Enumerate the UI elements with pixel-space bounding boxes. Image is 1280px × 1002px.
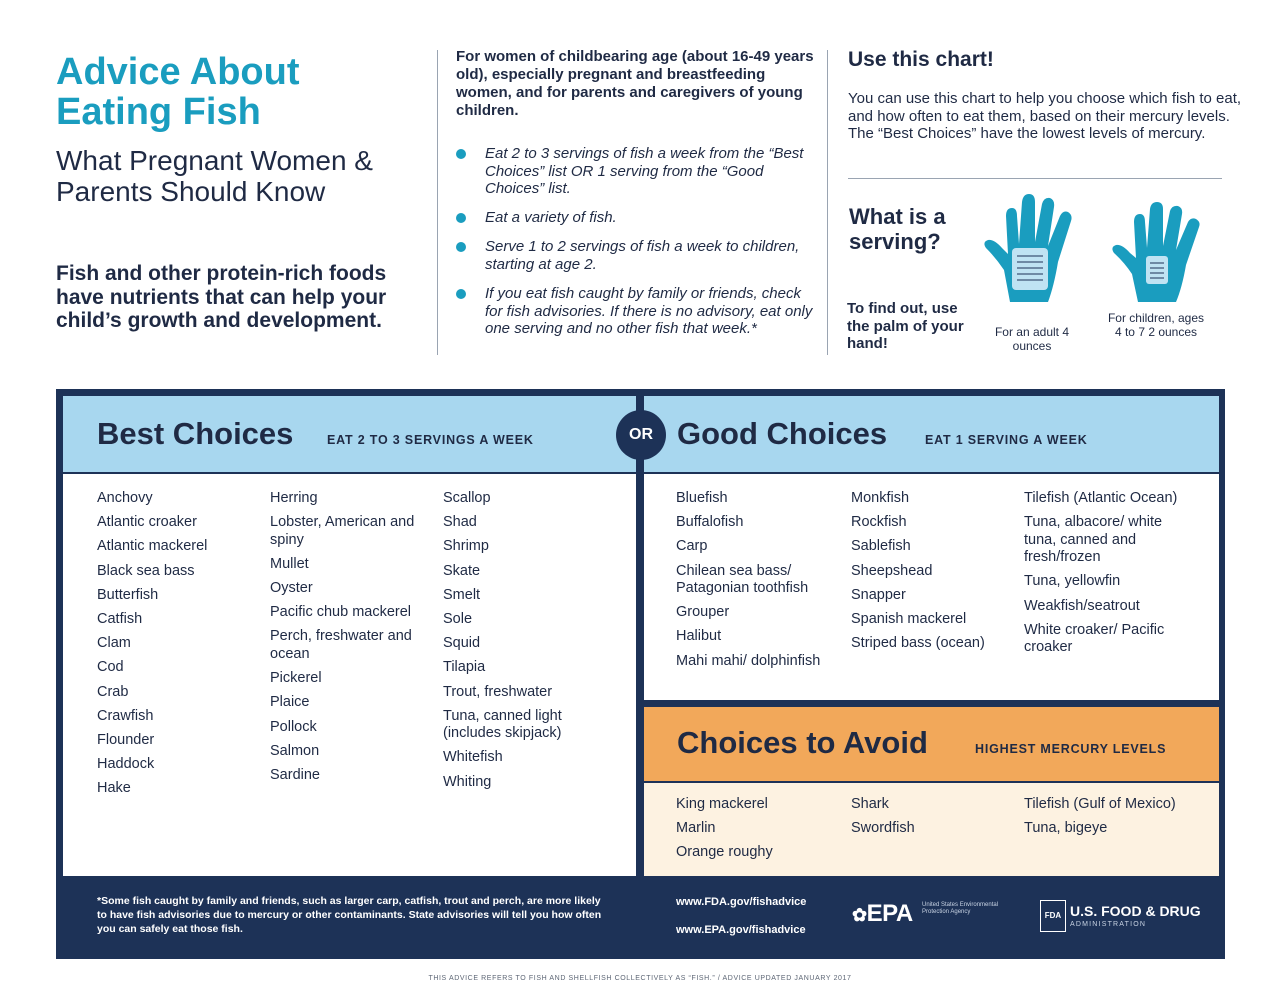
fish-item: Grouper [676, 604, 730, 621]
or-badge: OR [616, 410, 666, 460]
best-choices-subtitle: EAT 2 TO 3 SERVINGS A WEEK [327, 433, 534, 447]
fish-item: Swordfish [851, 820, 915, 837]
fish-item: Herring [270, 490, 318, 506]
fda-link[interactable]: www.FDA.gov/fishadvice [676, 896, 807, 908]
audience-text: For women of childbearing age (about 16-49 years old), especially pregnant and breastfeeding women, and for parents and caregivers of young children. [456, 48, 814, 119]
fish-item: Hake [97, 780, 131, 797]
fish-item: Tilapia [443, 659, 486, 676]
advice-bullet-text: If you eat fish caught by family or friends, check for fish advisories. If there is no advisory, eat only one serving and no other fish that week.* [485, 285, 813, 337]
avoid-title: Choices to Avoid [677, 725, 928, 760]
fish-item: Spanish mackerel [851, 610, 967, 627]
epa-agency-text: United States Environmental Protection Agency [922, 902, 999, 915]
fish-item: Sole [443, 610, 473, 627]
fish-item: Tuna, albacore/ white tuna, canned and fresh/frozen [1024, 514, 1163, 566]
fish-item: Striped bass (ocean) [851, 635, 985, 652]
advice-bullet-text: Serve 1 to 2 servings of fish a week to children, starting at age 2. [485, 238, 800, 273]
fish-item: Anchovy [97, 490, 153, 506]
fish-item: Shrimp [443, 538, 489, 555]
use-chart-body: You can use this chart to help you choose which fish to eat, and how often to eat them, based on their mercury levels. The “Best Choices” have the lowest levels of mercury. [848, 90, 1242, 142]
avoid-column-3 [1024, 796, 1184, 844]
fish-item: Salmon [270, 742, 320, 759]
avoid-list [644, 783, 1219, 876]
bullet-dot-icon [456, 149, 466, 159]
bullet-dot-icon [456, 242, 466, 252]
fish-item: Skate [443, 562, 481, 579]
fish-item: Tuna, canned light (includes skipjack) [443, 707, 562, 742]
divider-left [437, 50, 438, 355]
fish-item: Orange roughy [676, 844, 773, 861]
good-column-3 [1024, 490, 1184, 663]
fish-item: Chilean sea bass/ Patagonian toothfish [676, 562, 809, 597]
fish-item: Whitefish [443, 749, 503, 766]
fish-item: Scallop [443, 490, 491, 506]
epa-logo [852, 900, 913, 928]
good-choices-header [644, 396, 1219, 472]
fish-item: Tilefish (Atlantic Ocean) [1024, 490, 1178, 506]
bottom-note: THIS ADVICE REFERS TO FISH AND SHELLFISH COLLECTIVELY AS “FISH.” / ADVICE UPDATED JANUARY 2017 [428, 975, 852, 982]
epa-link[interactable]: www.EPA.gov/fishadvice [676, 924, 806, 936]
footer-note: *Some fish caught by family and friends, such as larger carp, catfish, trout and perch, are more likely to have fish advisories due to mercury or other contaminants. State advisories will tell you how often you can safely eat those fish. [97, 895, 602, 935]
fda-subtitle: ADMINISTRATION [1070, 921, 1147, 928]
fish-item: King mackerel [676, 796, 768, 812]
fish-item: Mullet [270, 555, 309, 572]
intro-text: Fish and other protein-rich foods have nutrients that can help your child’s growth and development. [56, 262, 387, 332]
fish-item: Perch, freshwater and ocean [270, 628, 412, 662]
fish-item: Carp [676, 538, 708, 555]
fish-item: Shark [851, 796, 889, 812]
divider-right [827, 50, 828, 355]
advice-bullet [456, 285, 816, 338]
fish-item: Atlantic croaker [97, 514, 197, 531]
fish-item: Oyster [270, 580, 313, 597]
serving-answer: To find out, use the palm of your hand! [847, 300, 964, 352]
fish-item: Monkfish [851, 490, 910, 506]
fish-item: Crawfish [97, 707, 154, 724]
good-choices-title: Good Choices [677, 416, 888, 451]
good-choices-list [644, 474, 1219, 700]
fish-item: Tuna, yellowfin [1024, 573, 1121, 590]
best-choices-title: Best Choices [97, 416, 294, 451]
fish-item: Crab [97, 683, 129, 700]
fish-item: Cod [97, 659, 124, 676]
fish-item: Catfish [97, 610, 143, 627]
avoid-subtitle: HIGHEST MERCURY LEVELS [975, 742, 1167, 756]
best-column-2 [270, 490, 430, 791]
fish-item: Haddock [97, 756, 155, 773]
fish-item: Whiting [443, 773, 492, 790]
fish-item: Buffalofish [676, 514, 744, 531]
fish-item: White croaker/ Pacific croaker [1024, 621, 1165, 656]
best-column-3 [443, 490, 603, 798]
fish-item: Plaice [270, 694, 310, 711]
fish-item: Atlantic mackerel [97, 538, 208, 555]
fish-item: Sablefish [851, 538, 911, 555]
fish-item: Snapper [851, 586, 906, 603]
best-column-1 [97, 490, 257, 804]
fish-item: Tuna, bigeye [1024, 820, 1108, 837]
fish-item: Smelt [443, 586, 481, 603]
fish-item: Marlin [676, 820, 716, 837]
fish-item: Pacific chub mackerel [270, 604, 412, 621]
adult-serving-caption: For an adult 4 ounces [994, 325, 1070, 353]
advice-bullet [456, 209, 816, 227]
fish-item: Clam [97, 635, 131, 652]
fish-item: Sheepshead [851, 562, 933, 579]
fish-item: Sardine [270, 766, 320, 783]
avoid-header [644, 707, 1219, 781]
divider-serving [848, 178, 1222, 179]
good-column-2 [851, 490, 1011, 659]
best-choices-header [63, 396, 636, 472]
advice-bullet [456, 238, 816, 273]
use-chart-title: Use this chart! [848, 48, 994, 71]
fish-item: Bluefish [676, 490, 728, 506]
page-title: Advice About Eating Fish [56, 51, 300, 133]
avoid-column-1 [676, 796, 836, 869]
advice-bullet [456, 145, 816, 198]
epa-flower-icon: ✿ [852, 905, 867, 925]
fish-item: Mahi mahi/ dolphinfish [676, 652, 821, 669]
best-choices-list [63, 474, 636, 876]
fish-item: Pollock [270, 718, 317, 735]
serving-question: What is a serving? [849, 204, 946, 254]
good-choices-subtitle: EAT 1 SERVING A WEEK [925, 433, 1088, 447]
fish-item: Flounder [97, 731, 155, 748]
child-hand-icon [1110, 198, 1206, 310]
epa-logo-text: EPA [866, 900, 913, 927]
fish-item: Pickerel [270, 670, 322, 687]
fish-item: Squid [443, 635, 481, 652]
fish-item: Shad [443, 514, 477, 531]
fda-logo-mark: FDA [1040, 900, 1066, 932]
adult-hand-icon [982, 190, 1082, 310]
fish-item: Weakfish/seatrout [1024, 597, 1140, 614]
advice-bullet-text: Eat a variety of fish. [485, 209, 617, 226]
fish-item: Lobster, American and spiny [270, 514, 415, 548]
fish-item: Black sea bass [97, 562, 195, 579]
bullet-dot-icon [456, 289, 466, 299]
fda-name: U.S. FOOD & DRUG [1070, 903, 1201, 919]
fish-item: Halibut [676, 628, 722, 645]
child-serving-caption: For children, ages 4 to 7 2 ounces [1107, 311, 1205, 339]
advice-bullet-text: Eat 2 to 3 servings of fish a week from the “Best Choices” list OR 1 serving from the “Good Choices” list. [485, 145, 804, 197]
fish-item: Trout, freshwater [443, 683, 553, 700]
fish-item: Tilefish (Gulf of Mexico) [1024, 796, 1176, 812]
page-subtitle: What Pregnant Women & Parents Should Know [56, 145, 373, 207]
avoid-column-2 [851, 796, 1011, 844]
fish-item: Rockfish [851, 514, 907, 531]
bullet-dot-icon [456, 213, 466, 223]
fish-item: Butterfish [97, 586, 159, 603]
good-column-1 [676, 490, 836, 677]
